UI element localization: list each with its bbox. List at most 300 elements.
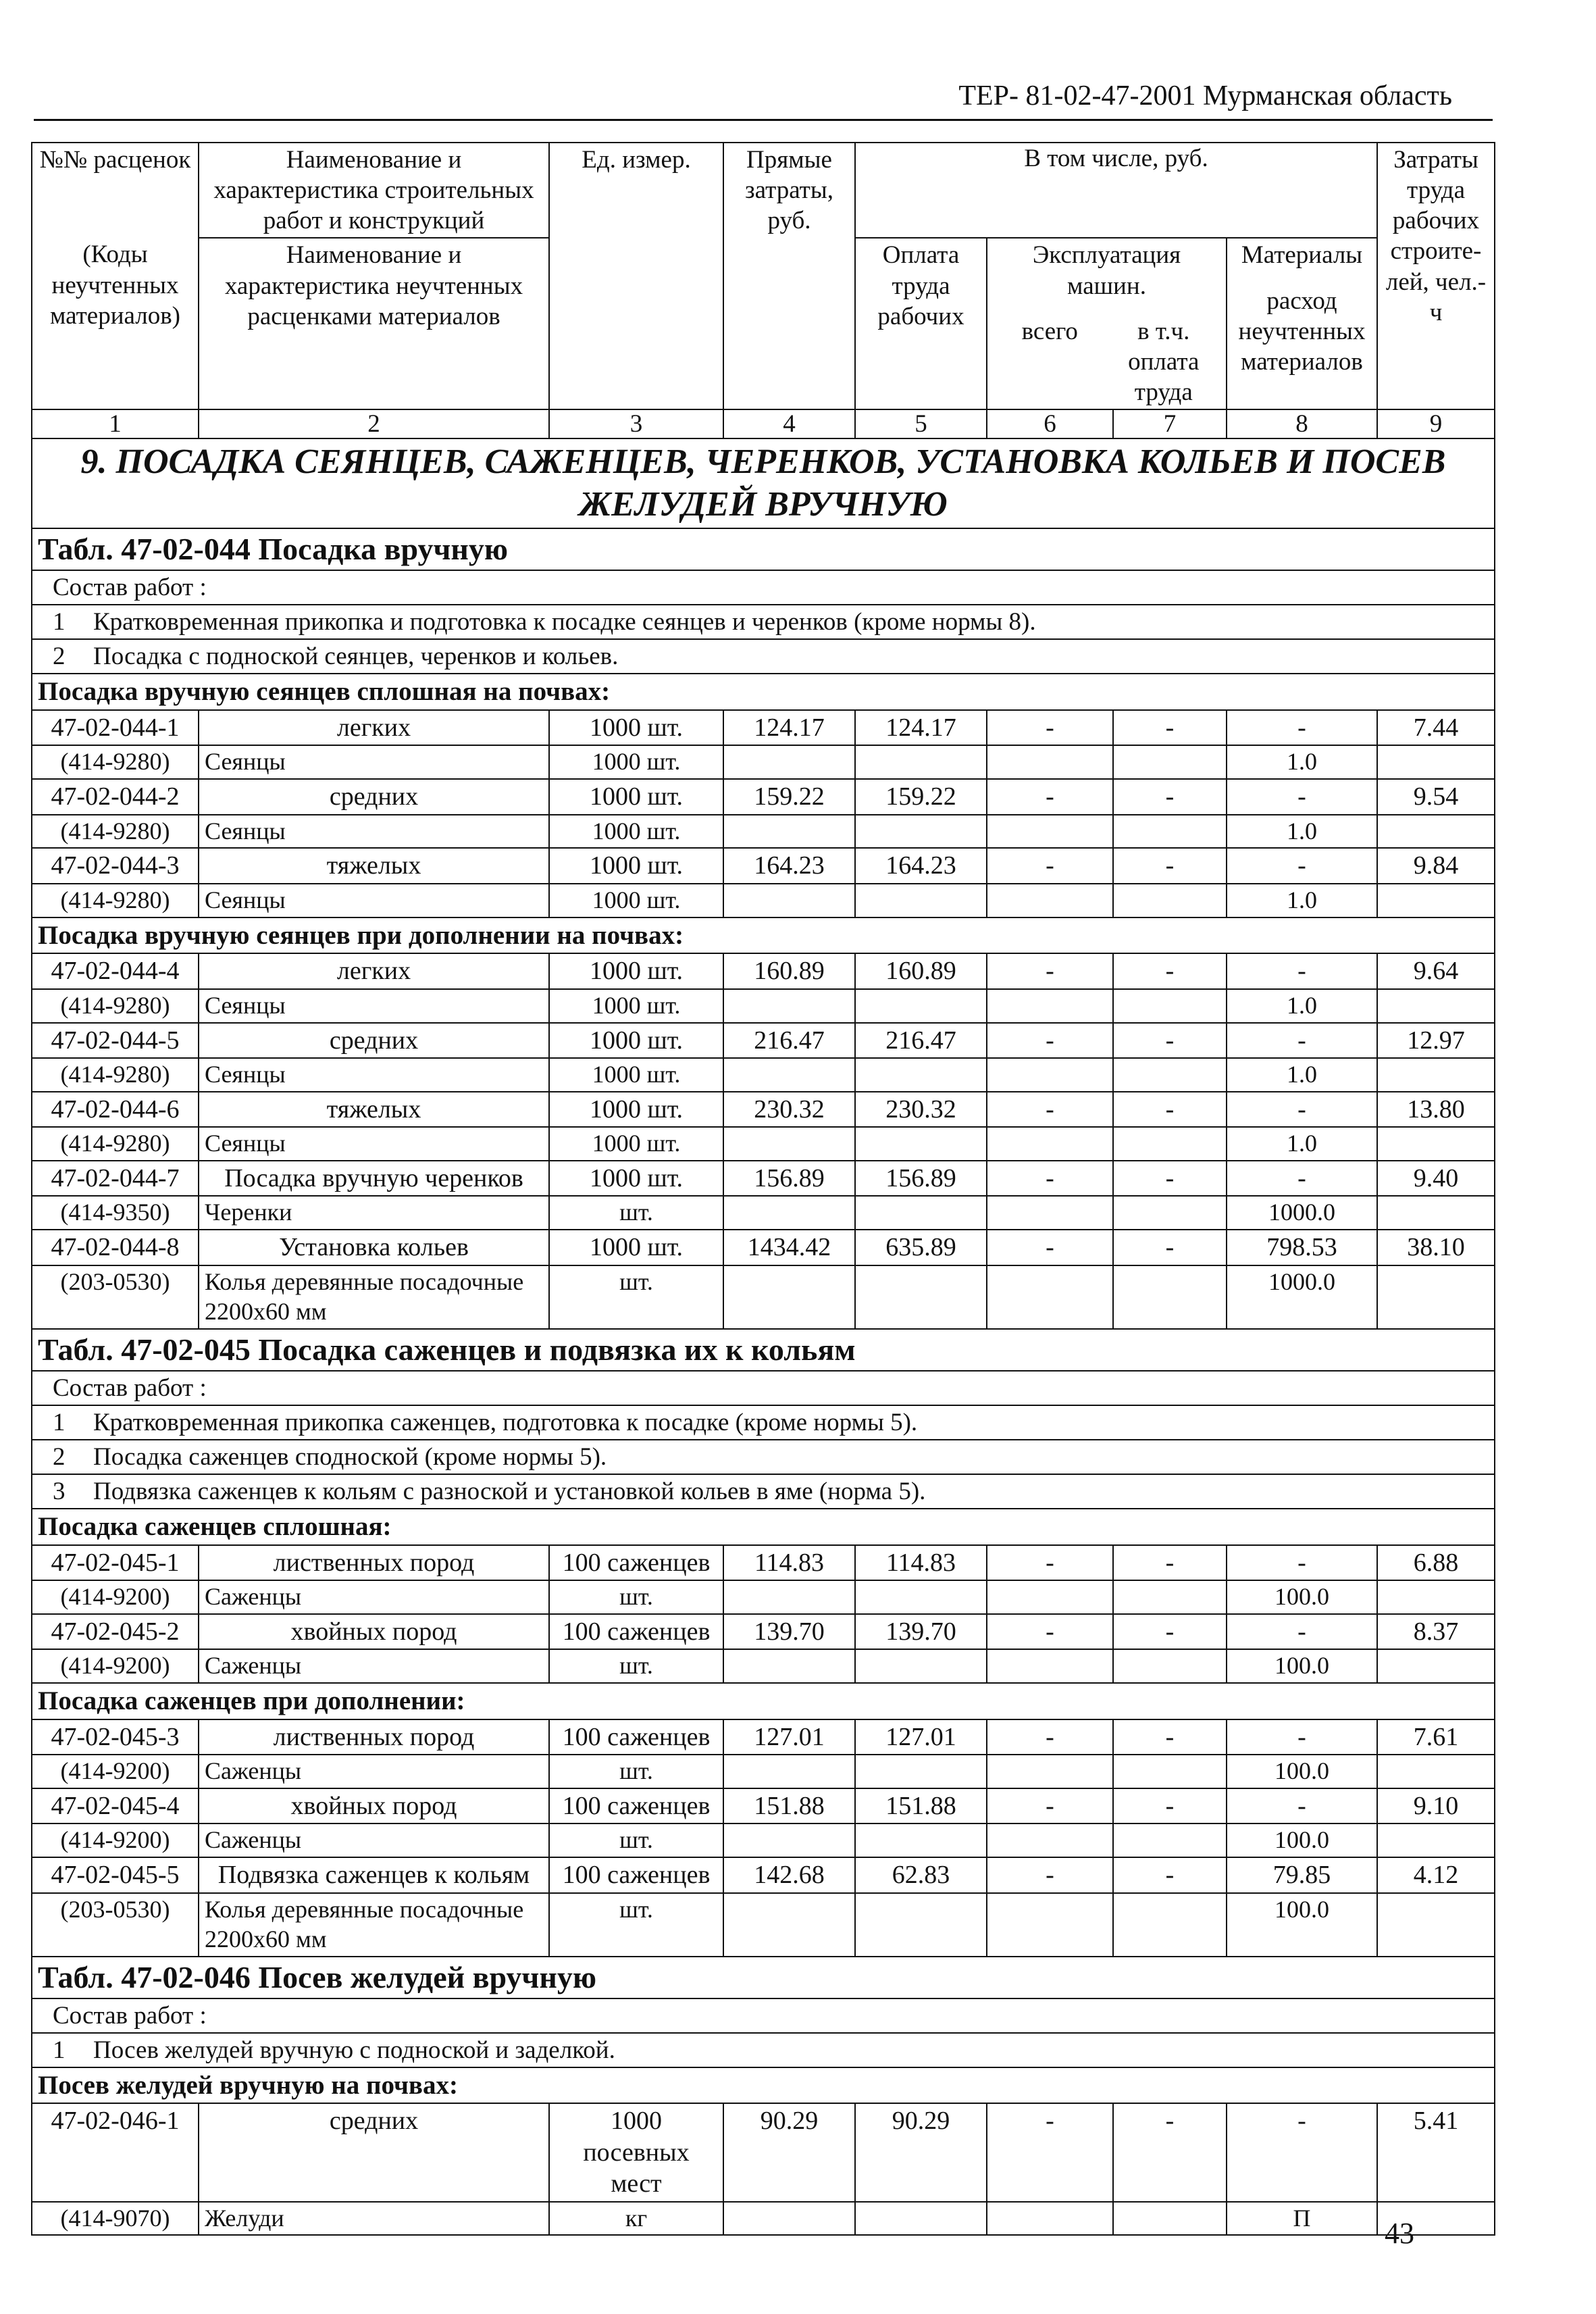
machine-cost: - xyxy=(987,1023,1113,1058)
section-title: 9. ПОСАДКА СЕЯНЦЕВ, САЖЕНЦЕВ, ЧЕРЕНКОВ, УСТАНОВКА КОЛЬЕВ И ПОСЕВ ЖЕЛУДЕЙ ВРУЧНУЮ xyxy=(32,438,1495,528)
labor-cost: 230.32 xyxy=(855,1092,987,1127)
rate-row xyxy=(32,2103,1495,2201)
material-code: (203-0530) xyxy=(32,1893,199,1957)
empty-cell xyxy=(1113,1823,1227,1857)
table-title-row xyxy=(32,1329,1495,1371)
material-code: (414-9280) xyxy=(32,884,199,917)
machine-cost: - xyxy=(987,1092,1113,1127)
work-item xyxy=(32,639,1495,674)
empty-cell xyxy=(1377,1823,1495,1857)
empty-cell xyxy=(1113,1058,1227,1092)
machine-cost: - xyxy=(987,710,1113,745)
work-item-row xyxy=(32,1474,1495,1509)
direct-cost: 90.29 xyxy=(723,2103,855,2201)
rate-code: 47-02-046-1 xyxy=(32,2103,199,2201)
labor-hours: 38.10 xyxy=(1377,1230,1495,1265)
empty-cell xyxy=(723,1649,855,1683)
rate-row xyxy=(32,710,1495,745)
col-header-mach-total: всего xyxy=(1021,317,1078,345)
material-code: (414-9200) xyxy=(32,1580,199,1614)
group-subheader: Посадка вручную сеянцев сплошная на почвах: xyxy=(32,674,1495,710)
material-name: Колья деревянные посадочные 2200x60 мм xyxy=(199,1893,549,1957)
material-name: Желуди xyxy=(199,2202,549,2236)
column-number: 7 xyxy=(1113,409,1227,438)
material-code: (203-0530) xyxy=(32,1265,199,1329)
col-header-incl: В том числе, руб. xyxy=(855,143,1377,238)
material-row xyxy=(32,1196,1495,1230)
labor-hours: 8.37 xyxy=(1377,1614,1495,1649)
work-item-text: Кратковременная прикопка саженцев, подготовка к посадке (кроме нормы 5). xyxy=(93,1408,918,1436)
col-header-labor: Оплата труда рабочих xyxy=(855,238,987,409)
work-item-text: Посадка саженцев сподноской (кроме нормы 5). xyxy=(93,1442,607,1471)
column-number: 4 xyxy=(723,409,855,438)
rate-row xyxy=(32,1092,1495,1127)
group-subheader-row xyxy=(32,1509,1495,1545)
col-header-code: №№ расценок xyxy=(32,143,199,238)
labor-hours: 12.97 xyxy=(1377,1023,1495,1058)
column-number: 1 xyxy=(32,409,199,438)
rate-unit: 1000 шт. xyxy=(549,1161,723,1196)
material-name: Сеянцы xyxy=(199,989,549,1023)
empty-cell xyxy=(855,815,987,849)
material-code: (414-9280) xyxy=(32,1058,199,1092)
table-title: Табл. 47-02-045 Посадка саженцев и подвязка их к кольям xyxy=(32,1329,1495,1371)
group-subheader-row xyxy=(32,674,1495,710)
material-quantity: П xyxy=(1227,2202,1377,2236)
column-number: 8 xyxy=(1227,409,1377,438)
empty-cell xyxy=(855,1058,987,1092)
empty-cell xyxy=(1377,1196,1495,1230)
empty-cell xyxy=(723,1265,855,1329)
machine-cost: - xyxy=(987,1788,1113,1823)
work-item-row xyxy=(32,1440,1495,1474)
material-row xyxy=(32,1127,1495,1161)
direct-cost: 151.88 xyxy=(723,1788,855,1823)
material-row xyxy=(32,989,1495,1023)
material-code: (414-9280) xyxy=(32,1127,199,1161)
rate-code: 47-02-045-3 xyxy=(32,1719,199,1755)
machine-cost: - xyxy=(987,1161,1113,1196)
empty-cell xyxy=(1113,1580,1227,1614)
material-row xyxy=(32,815,1495,849)
group-subheader-row xyxy=(32,917,1495,954)
rate-row xyxy=(32,1230,1495,1265)
material-row xyxy=(32,1893,1495,1957)
empty-cell xyxy=(1377,815,1495,849)
material-quantity: 100.0 xyxy=(1227,1649,1377,1683)
material-row xyxy=(32,1058,1495,1092)
empty-cell xyxy=(723,1127,855,1161)
work-item-text: Посев желудей вручную с подноской и заделкой. xyxy=(93,2036,615,2064)
composition-row xyxy=(32,1998,1495,2033)
rate-code: 47-02-044-6 xyxy=(32,1092,199,1127)
empty-cell xyxy=(855,1823,987,1857)
labor-hours: 9.10 xyxy=(1377,1788,1495,1823)
empty-cell xyxy=(987,815,1113,849)
material-row xyxy=(32,745,1495,779)
column-number: 3 xyxy=(549,409,723,438)
rate-unit: 100 саженцев xyxy=(549,1857,723,1892)
composition-label: Состав работ : xyxy=(32,570,1495,605)
material-unit: шт. xyxy=(549,1196,723,1230)
empty-cell xyxy=(1377,745,1495,779)
machine-cost: - xyxy=(987,1614,1113,1649)
column-numbers-row xyxy=(32,409,1495,438)
labor-hours: 7.44 xyxy=(1377,710,1495,745)
direct-cost: 114.83 xyxy=(723,1545,855,1580)
rate-name: тяжелых xyxy=(199,848,549,883)
group-subheader: Посев желудей вручную на почвах: xyxy=(32,2067,1495,2104)
material-code: (414-9280) xyxy=(32,745,199,779)
material-row xyxy=(32,2202,1495,2236)
machine-cost: - xyxy=(987,1719,1113,1755)
empty-cell xyxy=(855,1265,987,1329)
rate-row xyxy=(32,1788,1495,1823)
material-code: (414-9200) xyxy=(32,1823,199,1857)
material-name: Сеянцы xyxy=(199,815,549,849)
work-item-text: Кратковременная прикопка и подготовка к посадке сеянцев и черенков (кроме нормы 8). xyxy=(93,608,1036,636)
empty-cell xyxy=(855,1196,987,1230)
material-unit: шт. xyxy=(549,1755,723,1788)
empty-cell xyxy=(987,1893,1113,1957)
direct-cost: 1434.42 xyxy=(723,1230,855,1265)
empty-cell xyxy=(855,1649,987,1683)
rate-name: легких xyxy=(199,953,549,988)
empty-cell xyxy=(723,989,855,1023)
material-row xyxy=(32,1265,1495,1329)
material-unit: шт. xyxy=(549,1580,723,1614)
machine-labor-cost: - xyxy=(1113,1857,1227,1892)
labor-hours: 13.80 xyxy=(1377,1092,1495,1127)
empty-cell xyxy=(1113,815,1227,849)
material-quantity: 1000.0 xyxy=(1227,1265,1377,1329)
labor-cost: 127.01 xyxy=(855,1719,987,1755)
empty-cell xyxy=(1113,1127,1227,1161)
material-unit: 1000 шт. xyxy=(549,884,723,917)
machine-labor-cost: - xyxy=(1113,710,1227,745)
composition-row xyxy=(32,1371,1495,1405)
machine-labor-cost: - xyxy=(1113,848,1227,883)
labor-hours: 9.54 xyxy=(1377,779,1495,814)
machine-cost: - xyxy=(987,953,1113,988)
material-name: Сеянцы xyxy=(199,745,549,779)
rate-unit: 1000 шт. xyxy=(549,953,723,988)
material-name: Саженцы xyxy=(199,1823,549,1857)
work-item-row xyxy=(32,2033,1495,2067)
material-code: (414-9200) xyxy=(32,1755,199,1788)
rate-unit: 1000 шт. xyxy=(549,1092,723,1127)
work-item-number: 2 xyxy=(53,643,66,671)
labor-hours: 5.41 xyxy=(1377,2103,1495,2201)
material-row xyxy=(32,1823,1495,1857)
table-title-row xyxy=(32,528,1495,570)
rate-row xyxy=(32,1161,1495,1196)
col-header-direct: Прямые затраты, руб. xyxy=(723,143,855,409)
rate-code: 47-02-044-5 xyxy=(32,1023,199,1058)
material-code: (414-9350) xyxy=(32,1196,199,1230)
labor-hours: 7.61 xyxy=(1377,1719,1495,1755)
material-unit: 1000 шт. xyxy=(549,745,723,779)
machine-cost: - xyxy=(987,1857,1113,1892)
material-unit: шт. xyxy=(549,1823,723,1857)
work-item xyxy=(32,605,1495,639)
composition-row xyxy=(32,570,1495,605)
material-cost: - xyxy=(1227,1788,1377,1823)
machine-cost: - xyxy=(987,779,1113,814)
empty-cell xyxy=(1113,884,1227,917)
empty-cell xyxy=(723,1196,855,1230)
rate-row xyxy=(32,779,1495,814)
direct-cost: 127.01 xyxy=(723,1719,855,1755)
work-item xyxy=(32,1440,1495,1474)
material-quantity: 1.0 xyxy=(1227,1127,1377,1161)
labor-cost: 159.22 xyxy=(855,779,987,814)
material-name: Сеянцы xyxy=(199,1058,549,1092)
material-row xyxy=(32,1755,1495,1788)
material-quantity: 1.0 xyxy=(1227,884,1377,917)
rate-name: лиственных пород xyxy=(199,1545,549,1580)
machine-cost: - xyxy=(987,1230,1113,1265)
rate-name: средних xyxy=(199,2103,549,2201)
work-item-number: 3 xyxy=(53,1478,66,1506)
material-name: Саженцы xyxy=(199,1755,549,1788)
material-quantity: 1.0 xyxy=(1227,989,1377,1023)
material-cost: - xyxy=(1227,2103,1377,2201)
rate-code: 47-02-045-2 xyxy=(32,1614,199,1649)
rate-code: 47-02-044-4 xyxy=(32,953,199,988)
column-number: 9 xyxy=(1377,409,1495,438)
rate-row xyxy=(32,953,1495,988)
material-quantity: 1.0 xyxy=(1227,815,1377,849)
direct-cost: 139.70 xyxy=(723,1614,855,1649)
rate-name: средних xyxy=(199,1023,549,1058)
empty-cell xyxy=(987,1127,1113,1161)
empty-cell xyxy=(1113,2202,1227,2236)
rate-unit: 1000 шт. xyxy=(549,848,723,883)
machine-labor-cost: - xyxy=(1113,1614,1227,1649)
machine-labor-cost: - xyxy=(1113,2103,1227,2201)
empty-cell xyxy=(1377,989,1495,1023)
rate-code: 47-02-044-7 xyxy=(32,1161,199,1196)
col-header-name: Наименование и характеристика строительных работ и конструкций xyxy=(199,143,549,238)
machine-cost: - xyxy=(987,1545,1113,1580)
machine-labor-cost: - xyxy=(1113,1545,1227,1580)
rate-row xyxy=(32,1545,1495,1580)
material-unit: 1000 шт. xyxy=(549,815,723,849)
direct-cost: 216.47 xyxy=(723,1023,855,1058)
material-cost: - xyxy=(1227,848,1377,883)
material-cost: - xyxy=(1227,1161,1377,1196)
rate-name: средних xyxy=(199,779,549,814)
rate-code: 47-02-044-1 xyxy=(32,710,199,745)
rates-table xyxy=(31,142,1495,2236)
labor-cost: 635.89 xyxy=(855,1230,987,1265)
empty-cell xyxy=(1377,1058,1495,1092)
empty-cell xyxy=(855,745,987,779)
rate-row xyxy=(32,848,1495,883)
machine-labor-cost: - xyxy=(1113,1719,1227,1755)
material-row xyxy=(32,1580,1495,1614)
group-subheader-row xyxy=(32,1683,1495,1719)
labor-cost: 124.17 xyxy=(855,710,987,745)
empty-cell xyxy=(987,1755,1113,1788)
direct-cost: 124.17 xyxy=(723,710,855,745)
material-quantity: 100.0 xyxy=(1227,1580,1377,1614)
rate-name: Подвязка саженцев к кольям xyxy=(199,1857,549,1892)
material-cost: - xyxy=(1227,1614,1377,1649)
rate-unit: 100 саженцев xyxy=(549,1614,723,1649)
direct-cost: 156.89 xyxy=(723,1161,855,1196)
material-cost: 798.53 xyxy=(1227,1230,1377,1265)
rate-name: Посадка вручную черенков xyxy=(199,1161,549,1196)
labor-cost: 164.23 xyxy=(855,848,987,883)
empty-cell xyxy=(1377,1649,1495,1683)
material-cost: - xyxy=(1227,710,1377,745)
rate-name: хвойных пород xyxy=(199,1614,549,1649)
empty-cell xyxy=(1113,989,1227,1023)
empty-cell xyxy=(855,1127,987,1161)
material-unit: шт. xyxy=(549,1265,723,1329)
col-header-materials-label: Материалы xyxy=(1241,241,1363,270)
material-cost: - xyxy=(1227,1092,1377,1127)
empty-cell xyxy=(1377,1580,1495,1614)
labor-hours: 9.64 xyxy=(1377,953,1495,988)
material-cost: 79.85 xyxy=(1227,1857,1377,1892)
material-quantity: 1.0 xyxy=(1227,745,1377,779)
empty-cell xyxy=(723,884,855,917)
material-quantity: 1.0 xyxy=(1227,1058,1377,1092)
machine-cost: - xyxy=(987,2103,1113,2201)
col-header-materials xyxy=(1227,238,1377,409)
material-cost: - xyxy=(1227,1719,1377,1755)
empty-cell xyxy=(987,1649,1113,1683)
table-title: Табл. 47-02-046 Посев желудей вручную xyxy=(32,1957,1495,1998)
material-unit: шт. xyxy=(549,1893,723,1957)
rate-row xyxy=(32,1614,1495,1649)
work-item xyxy=(32,2033,1495,2067)
empty-cell xyxy=(855,1893,987,1957)
empty-cell xyxy=(723,2202,855,2236)
labor-cost: 90.29 xyxy=(855,2103,987,2201)
col-header-unit: Ед. измер. xyxy=(549,143,723,409)
labor-cost: 151.88 xyxy=(855,1788,987,1823)
empty-cell xyxy=(855,1580,987,1614)
work-item-text: Посадка с подноской сеянцев, черенков и кольев. xyxy=(93,643,619,671)
empty-cell xyxy=(1377,1755,1495,1788)
column-number: 5 xyxy=(855,409,987,438)
empty-cell xyxy=(855,989,987,1023)
empty-cell xyxy=(987,745,1113,779)
rate-unit: 100 саженцев xyxy=(549,1545,723,1580)
material-quantity: 100.0 xyxy=(1227,1823,1377,1857)
empty-cell xyxy=(987,1265,1113,1329)
empty-cell xyxy=(987,1580,1113,1614)
rate-name: тяжелых xyxy=(199,1092,549,1127)
material-unit: 1000 шт. xyxy=(549,1127,723,1161)
material-quantity: 100.0 xyxy=(1227,1755,1377,1788)
machine-labor-cost: - xyxy=(1113,779,1227,814)
column-number: 2 xyxy=(199,409,549,438)
material-quantity: 1000.0 xyxy=(1227,1196,1377,1230)
empty-cell xyxy=(1113,1893,1227,1957)
labor-cost: 216.47 xyxy=(855,1023,987,1058)
col-header-mat-code: (Коды неучтенных материалов) xyxy=(32,238,199,409)
empty-cell xyxy=(987,884,1113,917)
direct-cost: 159.22 xyxy=(723,779,855,814)
work-item-row xyxy=(32,605,1495,639)
empty-cell xyxy=(1113,1196,1227,1230)
empty-cell xyxy=(987,989,1113,1023)
table-title: Табл. 47-02-044 Посадка вручную xyxy=(32,528,1495,570)
material-cost: - xyxy=(1227,1545,1377,1580)
machine-labor-cost: - xyxy=(1113,1230,1227,1265)
work-item xyxy=(32,1474,1495,1509)
empty-cell xyxy=(1113,1755,1227,1788)
page-number: 43 xyxy=(1385,2217,1414,2250)
material-row xyxy=(32,1649,1495,1683)
empty-cell xyxy=(1113,1649,1227,1683)
empty-cell xyxy=(1377,1265,1495,1329)
empty-cell xyxy=(987,2202,1113,2236)
material-code: (414-9280) xyxy=(32,989,199,1023)
work-item-row xyxy=(32,1405,1495,1440)
labor-hours: 9.84 xyxy=(1377,848,1495,883)
col-header-mach-labor: в т.ч. оплата труда xyxy=(1128,317,1200,406)
material-name: Колья деревянные посадочные 2200x60 мм xyxy=(199,1265,549,1329)
rate-name: хвойных пород xyxy=(199,1788,549,1823)
rate-code: 47-02-045-5 xyxy=(32,1857,199,1892)
rate-unit: 1000 шт. xyxy=(549,710,723,745)
empty-cell xyxy=(987,1058,1113,1092)
header-rule xyxy=(34,119,1493,121)
work-item-number: 1 xyxy=(53,608,66,636)
col-header-hours: Затраты труда рабочих строите- лей, чел.-ч xyxy=(1377,143,1495,409)
labor-hours: 4.12 xyxy=(1377,1857,1495,1892)
machine-labor-cost: - xyxy=(1113,1023,1227,1058)
labor-cost: 156.89 xyxy=(855,1161,987,1196)
rate-code: 47-02-045-4 xyxy=(32,1788,199,1823)
rate-unit: 1000 посевных мест xyxy=(549,2103,723,2201)
empty-cell xyxy=(1377,1127,1495,1161)
material-cost: - xyxy=(1227,953,1377,988)
work-item-row xyxy=(32,639,1495,674)
labor-hours: 6.88 xyxy=(1377,1545,1495,1580)
material-name: Саженцы xyxy=(199,1580,549,1614)
work-item-number: 2 xyxy=(53,1442,66,1471)
labor-cost: 62.83 xyxy=(855,1857,987,1892)
direct-cost: 142.68 xyxy=(723,1857,855,1892)
machine-labor-cost: - xyxy=(1113,1092,1227,1127)
empty-cell xyxy=(855,884,987,917)
col-header-mat-name: Наименование и характеристика неучтенных расценками материалов xyxy=(199,238,549,409)
empty-cell xyxy=(987,1196,1113,1230)
empty-cell xyxy=(723,1755,855,1788)
empty-cell xyxy=(855,1755,987,1788)
material-unit: кг xyxy=(549,2202,723,2236)
rate-unit: 1000 шт. xyxy=(549,779,723,814)
machine-cost: - xyxy=(987,848,1113,883)
labor-hours: 9.40 xyxy=(1377,1161,1495,1196)
direct-cost: 230.32 xyxy=(723,1092,855,1127)
rate-unit: 1000 шт. xyxy=(549,1230,723,1265)
col-header-machines xyxy=(987,238,1227,409)
material-name: Саженцы xyxy=(199,1649,549,1683)
rate-name: лиственных пород xyxy=(199,1719,549,1755)
table-title-row xyxy=(32,1957,1495,1998)
material-unit: 1000 шт. xyxy=(549,1058,723,1092)
rate-name: Установка кольев xyxy=(199,1230,549,1265)
material-name: Сеянцы xyxy=(199,1127,549,1161)
